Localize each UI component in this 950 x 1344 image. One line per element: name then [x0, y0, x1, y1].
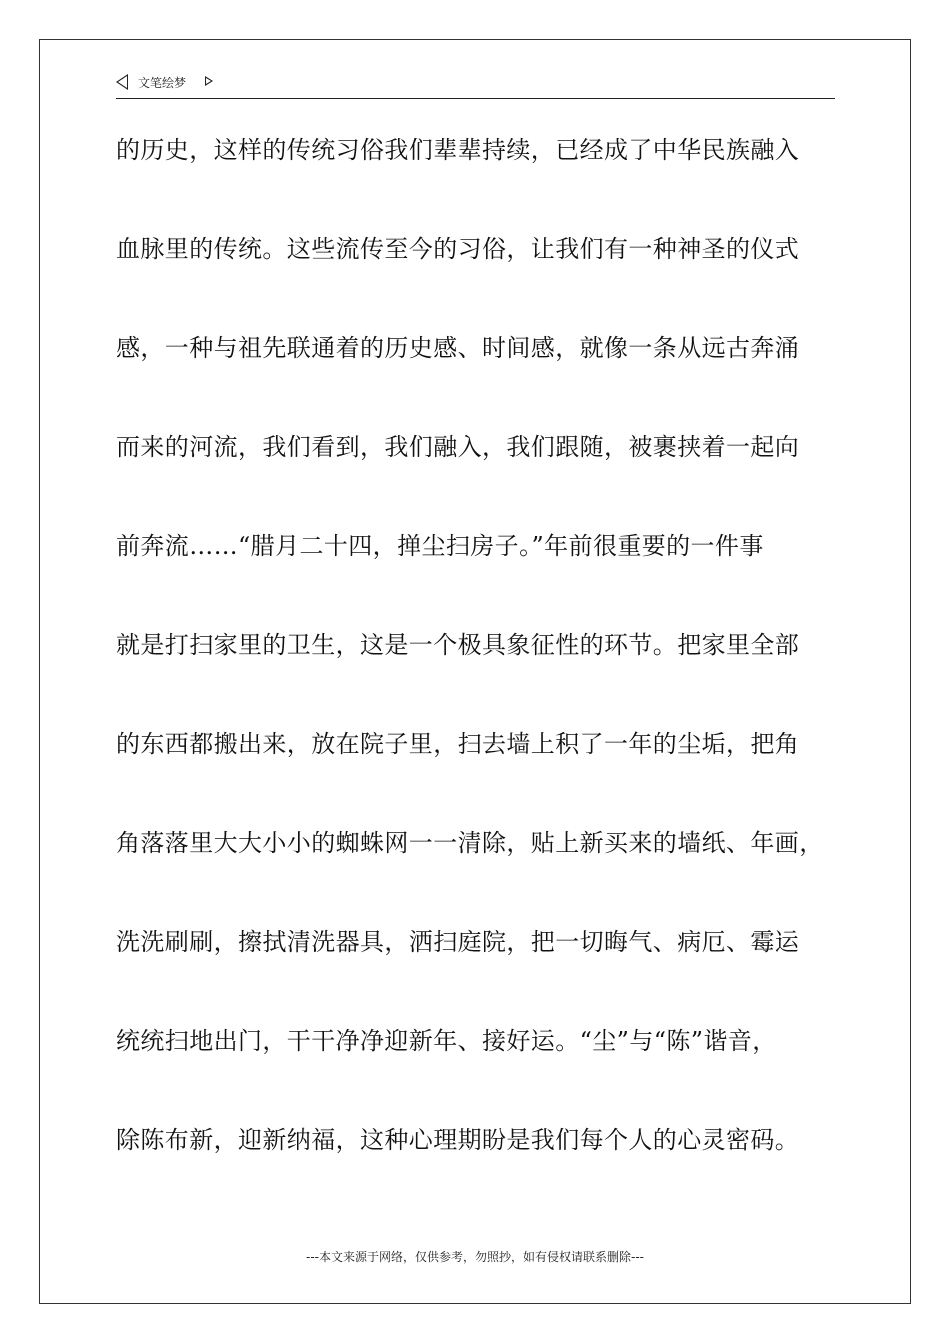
- text-line: 的东西都搬出来，放在院子里，扫去墙上积了一年的尘垢，把角: [116, 730, 800, 758]
- text-line: 角落落里大大小小的蜘蛛网一一清除，贴上新买来的墙纸、年画，: [116, 829, 824, 857]
- text-line: 除陈布新，迎新纳福，这种心理期盼是我们每个人的心灵密码。: [116, 1126, 800, 1154]
- text-line: 就是打扫家里的卫生，这是一个极具象征性的环节。把家里全部: [116, 631, 800, 659]
- text-line: 而来的河流，我们看到，我们融入，我们跟随，被裹挟着一起向: [116, 433, 800, 461]
- text-line: 前奔流……“腊月二十四，掸尘扫房子。”年前很重要的一件事: [116, 532, 764, 560]
- text-line: 洗洗刷刷，擦拭清洗器具，洒扫庭院，把一切晦气、病厄、霉运: [116, 928, 800, 956]
- text-line: 统统扫地出门，干干净净迎新年、接好运。“尘”与“陈”谐音，: [116, 1027, 777, 1055]
- header-title: 文笔绘梦: [138, 76, 187, 90]
- text-line: 血脉里的传统。这些流传至今的习俗，让我们有一种神圣的仪式: [116, 235, 800, 263]
- text-line: 感，一种与祖先联通着的历史感、时间感，就像一条从远古奔涌: [116, 334, 800, 362]
- footer-disclaimer: ---本文来源于网络，仅供参考，勿照抄，如有侵权请联系删除---: [306, 1250, 644, 1264]
- triangle-left-icon: [116, 74, 128, 90]
- document-body: [116, 124, 856, 1213]
- page-header: [116, 73, 835, 99]
- text-line: 的历史，这样的传统习俗我们辈辈持续，已经成了中华民族融入: [116, 136, 800, 164]
- triangle-right-icon: [205, 76, 213, 86]
